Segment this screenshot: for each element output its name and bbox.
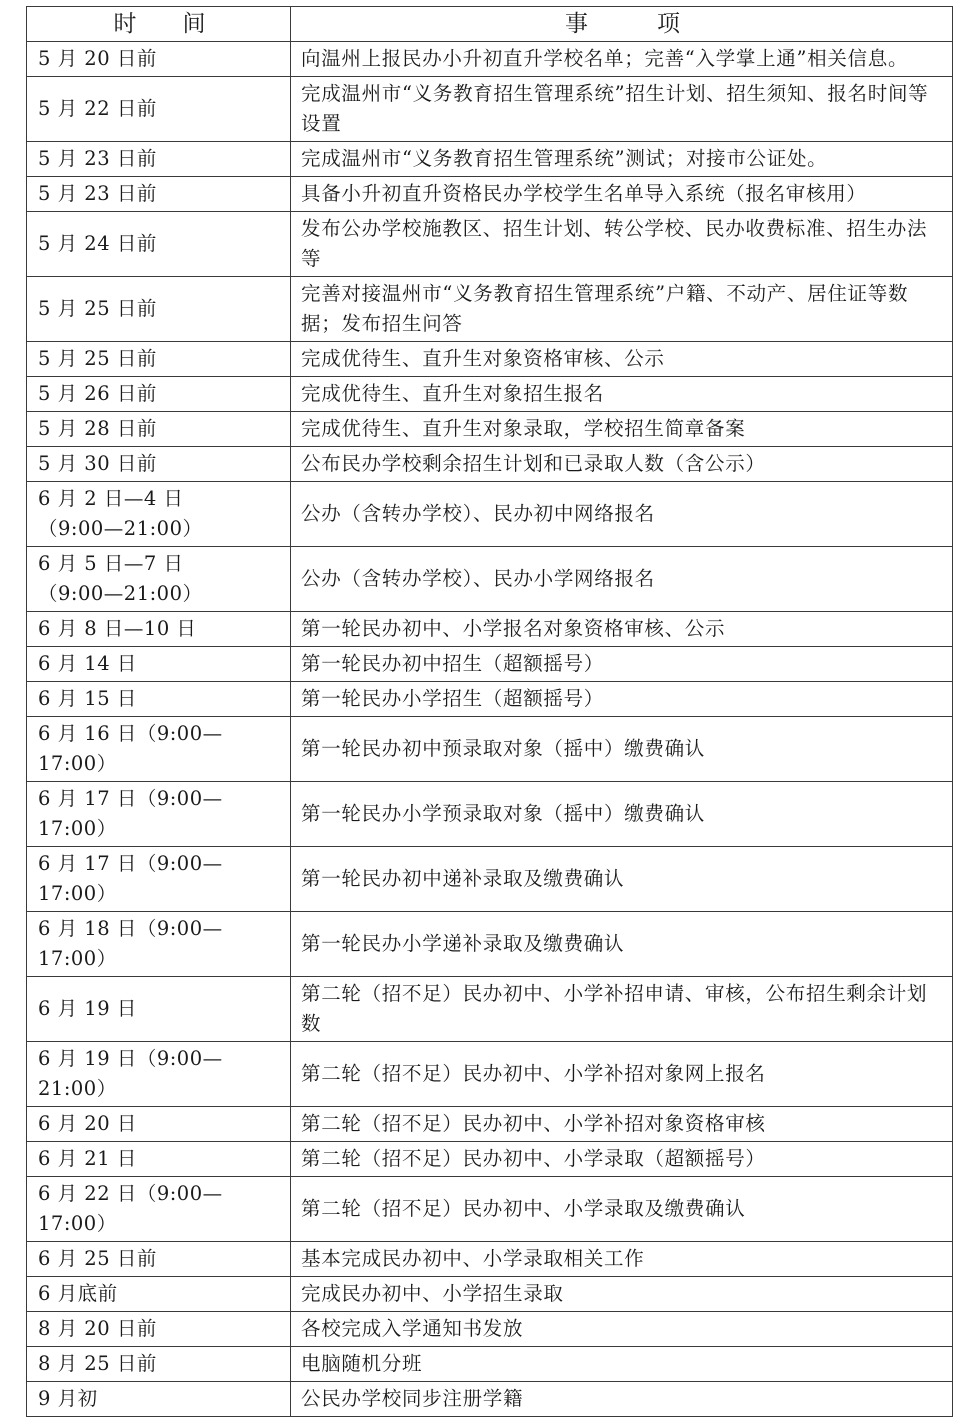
- table-row: [27, 847, 953, 912]
- table-row: [27, 342, 953, 377]
- table-row: [27, 377, 953, 412]
- item-cell: 公布民办学校剩余招生计划和已录取人数（含公示）: [291, 447, 953, 482]
- time-cell: [27, 1177, 291, 1242]
- time-cell: [27, 977, 291, 1042]
- item-cell: 第一轮民办初中递补录取及缴费确认: [291, 847, 953, 912]
- time-text: 6 月 17 日（9:00—17:00）: [38, 852, 223, 905]
- time-cell: [27, 77, 291, 142]
- table-row: [27, 782, 953, 847]
- time-text: 6 月 22 日（9:00—17:00）: [38, 1182, 223, 1235]
- time-cell: [27, 482, 291, 547]
- table-row: [27, 912, 953, 977]
- time-range-text: （9:00—21:00）: [38, 582, 203, 605]
- table-row: [27, 1042, 953, 1107]
- time-cell: [27, 1277, 291, 1312]
- time-cell: [27, 682, 291, 717]
- time-cell: [27, 177, 291, 212]
- table-row: [27, 177, 953, 212]
- table-row: [27, 1107, 953, 1142]
- table-row: [27, 977, 953, 1042]
- item-cell: 第一轮民办小学递补录取及缴费确认: [291, 912, 953, 977]
- item-cell: 第一轮民办小学招生（超额摇号）: [291, 682, 953, 717]
- time-range-text: （9:00—21:00）: [38, 517, 203, 540]
- item-cell: 电脑随机分班: [291, 1347, 953, 1382]
- time-cell: [27, 912, 291, 977]
- table-row: [27, 42, 953, 77]
- time-text: 5 月 23 日前: [38, 182, 157, 205]
- time-cell: [27, 212, 291, 277]
- item-cell: 完成优待生、直升生对象招生报名: [291, 377, 953, 412]
- table-row: [27, 212, 953, 277]
- item-cell: 具备小升初直升资格民办学校学生名单导入系统（报名审核用）: [291, 177, 953, 212]
- item-cell: 基本完成民办初中、小学录取相关工作: [291, 1242, 953, 1277]
- table-row: [27, 1177, 953, 1242]
- time-text: 6 月 18 日（9:00—17:00）: [38, 917, 223, 970]
- time-text: 6 月底前: [38, 1282, 118, 1305]
- time-cell: [27, 1312, 291, 1347]
- time-text: 6 月 19 日: [38, 997, 137, 1020]
- table-row: [27, 277, 953, 342]
- table-row: [27, 547, 953, 612]
- table-row: [27, 1347, 953, 1382]
- time-cell: [27, 1042, 291, 1107]
- table-row: [27, 612, 953, 647]
- enrollment-schedule-table: [26, 6, 953, 1417]
- table-row: [27, 1382, 953, 1417]
- time-cell: [27, 447, 291, 482]
- table-row: [27, 1312, 953, 1347]
- item-cell: 发布公办学校施教区、招生计划、转公学校、民办收费标准、招生办法等: [291, 212, 953, 277]
- item-cell: 第二轮（招不足）民办初中、小学补招申请、审核，公布招生剩余计划数: [291, 977, 953, 1042]
- item-cell: 第一轮民办初中招生（超额摇号）: [291, 647, 953, 682]
- time-cell: [27, 142, 291, 177]
- time-text: 5 月 24 日前: [38, 232, 157, 255]
- table-row: [27, 482, 953, 547]
- time-cell: [27, 1347, 291, 1382]
- time-text: 6 月 16 日（9:00—17:00）: [38, 722, 223, 775]
- table-row: [27, 682, 953, 717]
- time-text: 6 月 14 日: [38, 652, 137, 675]
- time-cell: [27, 1382, 291, 1417]
- time-cell: [27, 847, 291, 912]
- item-cell: 第一轮民办初中、小学报名对象资格审核、公示: [291, 612, 953, 647]
- item-cell: 第一轮民办初中预录取对象（摇中）缴费确认: [291, 717, 953, 782]
- table-row: [27, 447, 953, 482]
- item-cell: 完成优待生、直升生对象录取，学校招生简章备案: [291, 412, 953, 447]
- header-item: 事 项: [291, 7, 953, 42]
- time-text: 5 月 28 日前: [38, 417, 157, 440]
- time-text: 5 月 25 日前: [38, 297, 157, 320]
- time-cell: [27, 277, 291, 342]
- item-cell: 第二轮（招不足）民办初中、小学补招对象资格审核: [291, 1107, 953, 1142]
- table-row: [27, 1142, 953, 1177]
- time-text: 6 月 8 日—10 日: [38, 617, 197, 640]
- table-row: [27, 77, 953, 142]
- time-text: 5 月 25 日前: [38, 347, 157, 370]
- time-cell: [27, 547, 291, 612]
- time-cell: [27, 717, 291, 782]
- time-text: 6 月 20 日: [38, 1112, 137, 1135]
- time-text: 6 月 19 日（9:00—21:00）: [38, 1047, 223, 1100]
- table-row: [27, 1277, 953, 1312]
- item-cell: 第二轮（招不足）民办初中、小学补招对象网上报名: [291, 1042, 953, 1107]
- time-cell: [27, 782, 291, 847]
- item-cell: 各校完成入学通知书发放: [291, 1312, 953, 1347]
- item-cell: 完成温州市“义务教育招生管理系统”招生计划、招生须知、报名时间等设置: [291, 77, 953, 142]
- time-text: 5 月 22 日前: [38, 97, 157, 120]
- item-cell: 公办（含转办学校）、民办初中网络报名: [291, 482, 953, 547]
- table-row: [27, 1242, 953, 1277]
- time-text: 6 月 17 日（9:00—17:00）: [38, 787, 223, 840]
- time-cell: [27, 1242, 291, 1277]
- time-text: 6 月 15 日: [38, 687, 137, 710]
- item-cell: 公民办学校同步注册学籍: [291, 1382, 953, 1417]
- item-cell: 第二轮（招不足）民办初中、小学录取（超额摇号）: [291, 1142, 953, 1177]
- item-cell: 完成民办初中、小学招生录取: [291, 1277, 953, 1312]
- time-text: 8 月 25 日前: [38, 1352, 157, 1375]
- time-cell: [27, 1142, 291, 1177]
- item-cell: 第一轮民办小学预录取对象（摇中）缴费确认: [291, 782, 953, 847]
- table-row: [27, 717, 953, 782]
- time-text: 6 月 25 日前: [38, 1247, 157, 1270]
- table-row: [27, 412, 953, 447]
- time-text: 5 月 30 日前: [38, 452, 157, 475]
- time-cell: [27, 377, 291, 412]
- time-cell: [27, 42, 291, 77]
- item-cell: 完成温州市“义务教育招生管理系统”测试；对接市公证处。: [291, 142, 953, 177]
- time-text: 8 月 20 日前: [38, 1317, 157, 1340]
- time-text: 6 月 21 日: [38, 1147, 137, 1170]
- time-text: 5 月 20 日前: [38, 47, 157, 70]
- table-row: [27, 647, 953, 682]
- item-cell: 第二轮（招不足）民办初中、小学录取及缴费确认: [291, 1177, 953, 1242]
- time-cell: [27, 1107, 291, 1142]
- item-cell: 公办（含转办学校）、民办小学网络报名: [291, 547, 953, 612]
- item-cell: 完成优待生、直升生对象资格审核、公示: [291, 342, 953, 377]
- time-text: 5 月 23 日前: [38, 147, 157, 170]
- time-cell: [27, 612, 291, 647]
- time-cell: [27, 647, 291, 682]
- header-row: [27, 7, 953, 42]
- time-text: 6 月 5 日—7 日: [38, 552, 184, 575]
- item-cell: 完善对接温州市“义务教育招生管理系统”户籍、不动产、居住证等数据；发布招生问答: [291, 277, 953, 342]
- time-cell: [27, 342, 291, 377]
- time-text: 5 月 26 日前: [38, 382, 157, 405]
- item-cell: 向温州上报民办小升初直升学校名单；完善“入学掌上通”相关信息。: [291, 42, 953, 77]
- time-text: 6 月 2 日—4 日: [38, 487, 184, 510]
- header-time: 时 间: [27, 7, 291, 42]
- table-row: [27, 142, 953, 177]
- time-cell: [27, 412, 291, 447]
- time-text: 9 月初: [38, 1387, 98, 1410]
